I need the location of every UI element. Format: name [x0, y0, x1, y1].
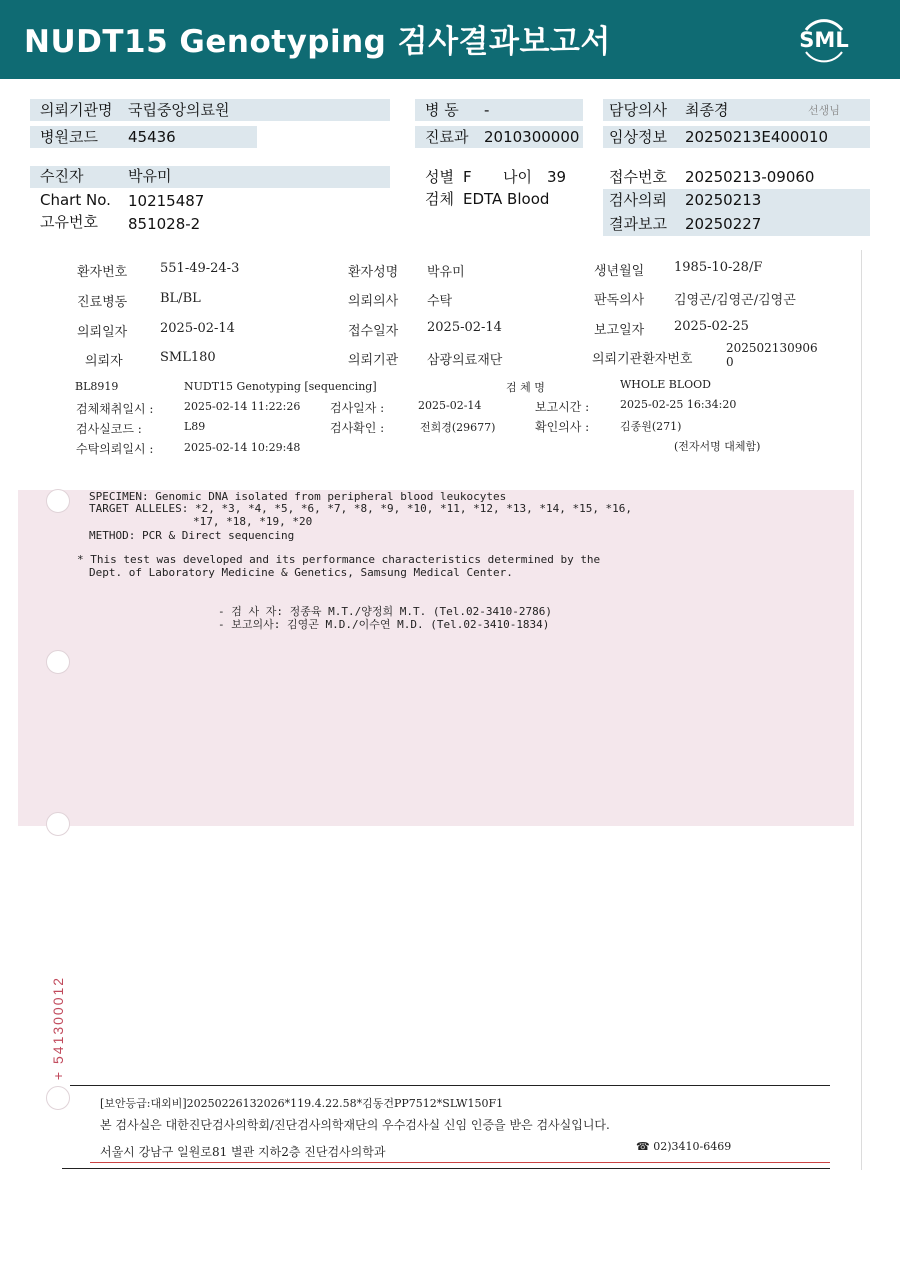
scan-label: 보고일자 — [594, 323, 645, 338]
age-value: 39 — [547, 168, 567, 186]
scan-label: 의뢰일자 — [77, 325, 128, 340]
scan-value: 박유미 — [427, 265, 465, 280]
scan-label: 접수일자 — [348, 324, 399, 339]
scan-value: 551-49-24-3 — [160, 261, 240, 276]
doctor-suffix: 선생님 — [808, 104, 840, 117]
clinical-label: 임상정보 — [609, 128, 667, 146]
page-edge-line — [861, 250, 862, 1170]
side-number — [52, 970, 82, 1100]
tester-line: - 검 사 자: 정종육 M.T./양정희 M.T. (Tel.02-3410-2786) — [218, 605, 553, 618]
specimen-label: 검체 — [425, 190, 454, 208]
scan-value: 수탁 — [427, 294, 453, 309]
scan-value: 2025-02-14 — [418, 399, 482, 412]
hospital-code-value: 45436 — [128, 128, 176, 146]
hospital-code-label: 병원코드 — [40, 128, 98, 146]
report-title: NUDT15 Genotyping 검사결과보고서 — [24, 24, 611, 60]
scan-label: 검체채취일시 : — [76, 402, 154, 416]
unique-value: 851028-2 — [128, 215, 201, 233]
alleles-line: *17, *18, *19, *20 — [193, 515, 313, 528]
footer-rule — [70, 1085, 830, 1086]
scan-label: 의뢰의사 — [348, 294, 399, 309]
scan-label: 의뢰기관환자번호 — [592, 352, 693, 367]
result-label: 결과보고 — [609, 215, 667, 233]
specimen-line: SPECIMEN: Genomic DNA isolated from peripheral blood leukocytes — [89, 490, 507, 503]
dept-label: 진료과 — [425, 128, 469, 146]
chart-value: 10215487 — [128, 192, 205, 210]
scan-label: 진료병동 — [77, 295, 128, 310]
institution-label: 의뢰기관명 — [40, 101, 113, 119]
scan-label: 생년월일 — [594, 264, 645, 279]
scan-label: 검사확인 : — [330, 421, 385, 435]
reporter-line: - 보고의사: 김영곤 M.D./이수연 M.D. (Tel.02-3410-1834) — [218, 618, 550, 631]
punch-hole — [46, 812, 70, 836]
alleles-line: TARGET ALLELES: *2, *3, *4, *5, *6, *7, *8, *9, *10, *11, *12, *13, *14, *15, *16, — [89, 502, 633, 515]
scan-value: 2025-02-25 — [674, 319, 749, 334]
scan-label: 보고시간 : — [535, 400, 590, 414]
result-value: 20250227 — [685, 215, 762, 233]
scan-label: 판독의사 — [594, 293, 645, 308]
scan-value: 2025-02-14 — [160, 321, 235, 336]
sml-logo — [796, 12, 852, 68]
scan-label: 환자성명 — [348, 265, 399, 280]
scan-value: 2025-02-14 10:29:48 — [184, 441, 301, 454]
scan-label: 수탁의뢰일시 : — [76, 442, 154, 456]
sex-value: F — [463, 168, 472, 186]
scan-value: 202502130906 — [726, 341, 818, 355]
unique-label: 고유번호 — [40, 213, 98, 231]
cert-line: 본 검사실은 대한진단검사의학회/진단검사의학재단의 우수검사실 신임 인증을 받은 검사실입니다. — [100, 1118, 610, 1132]
scan-value: L89 — [184, 420, 206, 433]
footer-red-rule — [90, 1162, 830, 1163]
phone-line: ☎ 02)3410-6469 — [636, 1140, 732, 1153]
patient-bar — [30, 166, 390, 188]
scan-value: 2025-02-25 16:34:20 — [620, 398, 737, 411]
ward-value: - — [484, 101, 490, 119]
receipt-value: 20250213-09060 — [685, 168, 815, 186]
scan-value: BL/BL — [160, 291, 201, 306]
scan-value: WHOLE BLOOD — [620, 378, 711, 391]
punch-hole — [46, 489, 70, 513]
patient-label: 수진자 — [40, 167, 84, 185]
scan-value: 전희경(29677) — [420, 421, 496, 434]
scan-label: 의뢰자 — [85, 354, 123, 369]
side-number-text: + 541300012 — [50, 975, 67, 1081]
method-line: METHOD: PCR & Direct sequencing — [89, 529, 295, 542]
clinical-value: 20250213E400010 — [685, 128, 829, 146]
scan-value: 1985-10-28/F — [674, 260, 763, 275]
esign-note: (전자서명 대체함) — [674, 440, 761, 453]
scan-label: 검 체 명 — [506, 381, 545, 394]
patient-value: 박유미 — [128, 167, 172, 185]
scan-value: 0 — [726, 355, 734, 369]
note-line: * This test was developed and its performance characteristics determined by the — [77, 553, 601, 566]
scan-label: 확인의사 : — [535, 420, 590, 434]
test-code: BL8919 — [75, 380, 119, 393]
specimen-value: EDTA Blood — [463, 190, 550, 208]
address-line: 서울시 강남구 일원로81 별관 지하2층 진단검사의학과 — [100, 1145, 386, 1159]
receipt-label: 접수번호 — [609, 168, 667, 186]
punch-hole — [46, 650, 70, 674]
request-label: 검사의뢰 — [609, 191, 667, 209]
ward-label: 병 동 — [425, 101, 459, 119]
test-name: NUDT15 Genotyping [sequencing] — [184, 380, 377, 393]
sex-label: 성별 — [425, 168, 454, 186]
dept-value: 2010300000 — [484, 128, 580, 146]
scan-value: 2025-02-14 — [427, 320, 502, 335]
doctor-label: 담당의사 — [609, 101, 667, 119]
report-header — [0, 0, 900, 79]
institution-value: 국립중앙의료원 — [128, 101, 230, 119]
scan-label: 환자번호 — [77, 265, 128, 280]
doctor-value: 최종경 — [685, 101, 729, 119]
chart-label: Chart No. — [40, 191, 111, 209]
security-line: [보안등급:대외비]20250226132026*119.4.22.58*김동건PP7512*SLW150F1 — [100, 1097, 504, 1110]
scan-label: 검사일자 : — [330, 401, 385, 415]
scan-value: 삼광의료재단 — [427, 353, 503, 368]
request-value: 20250213 — [685, 191, 762, 209]
note-line: Dept. of Laboratory Medicine & Genetics, Samsung Medical Center. — [89, 566, 513, 579]
scan-label: 검사실코드 : — [76, 422, 142, 436]
scan-value: 김종원(271) — [620, 420, 682, 433]
logo-text: SML — [799, 28, 849, 52]
scan-label: 의뢰기관 — [348, 353, 399, 368]
scan-value: SML180 — [160, 350, 216, 365]
footer-rule — [62, 1168, 830, 1169]
scan-value: 김영곤/김영곤/김영곤 — [674, 293, 796, 308]
scan-value: 2025-02-14 11:22:26 — [184, 400, 301, 413]
age-label: 나이 — [503, 168, 532, 186]
